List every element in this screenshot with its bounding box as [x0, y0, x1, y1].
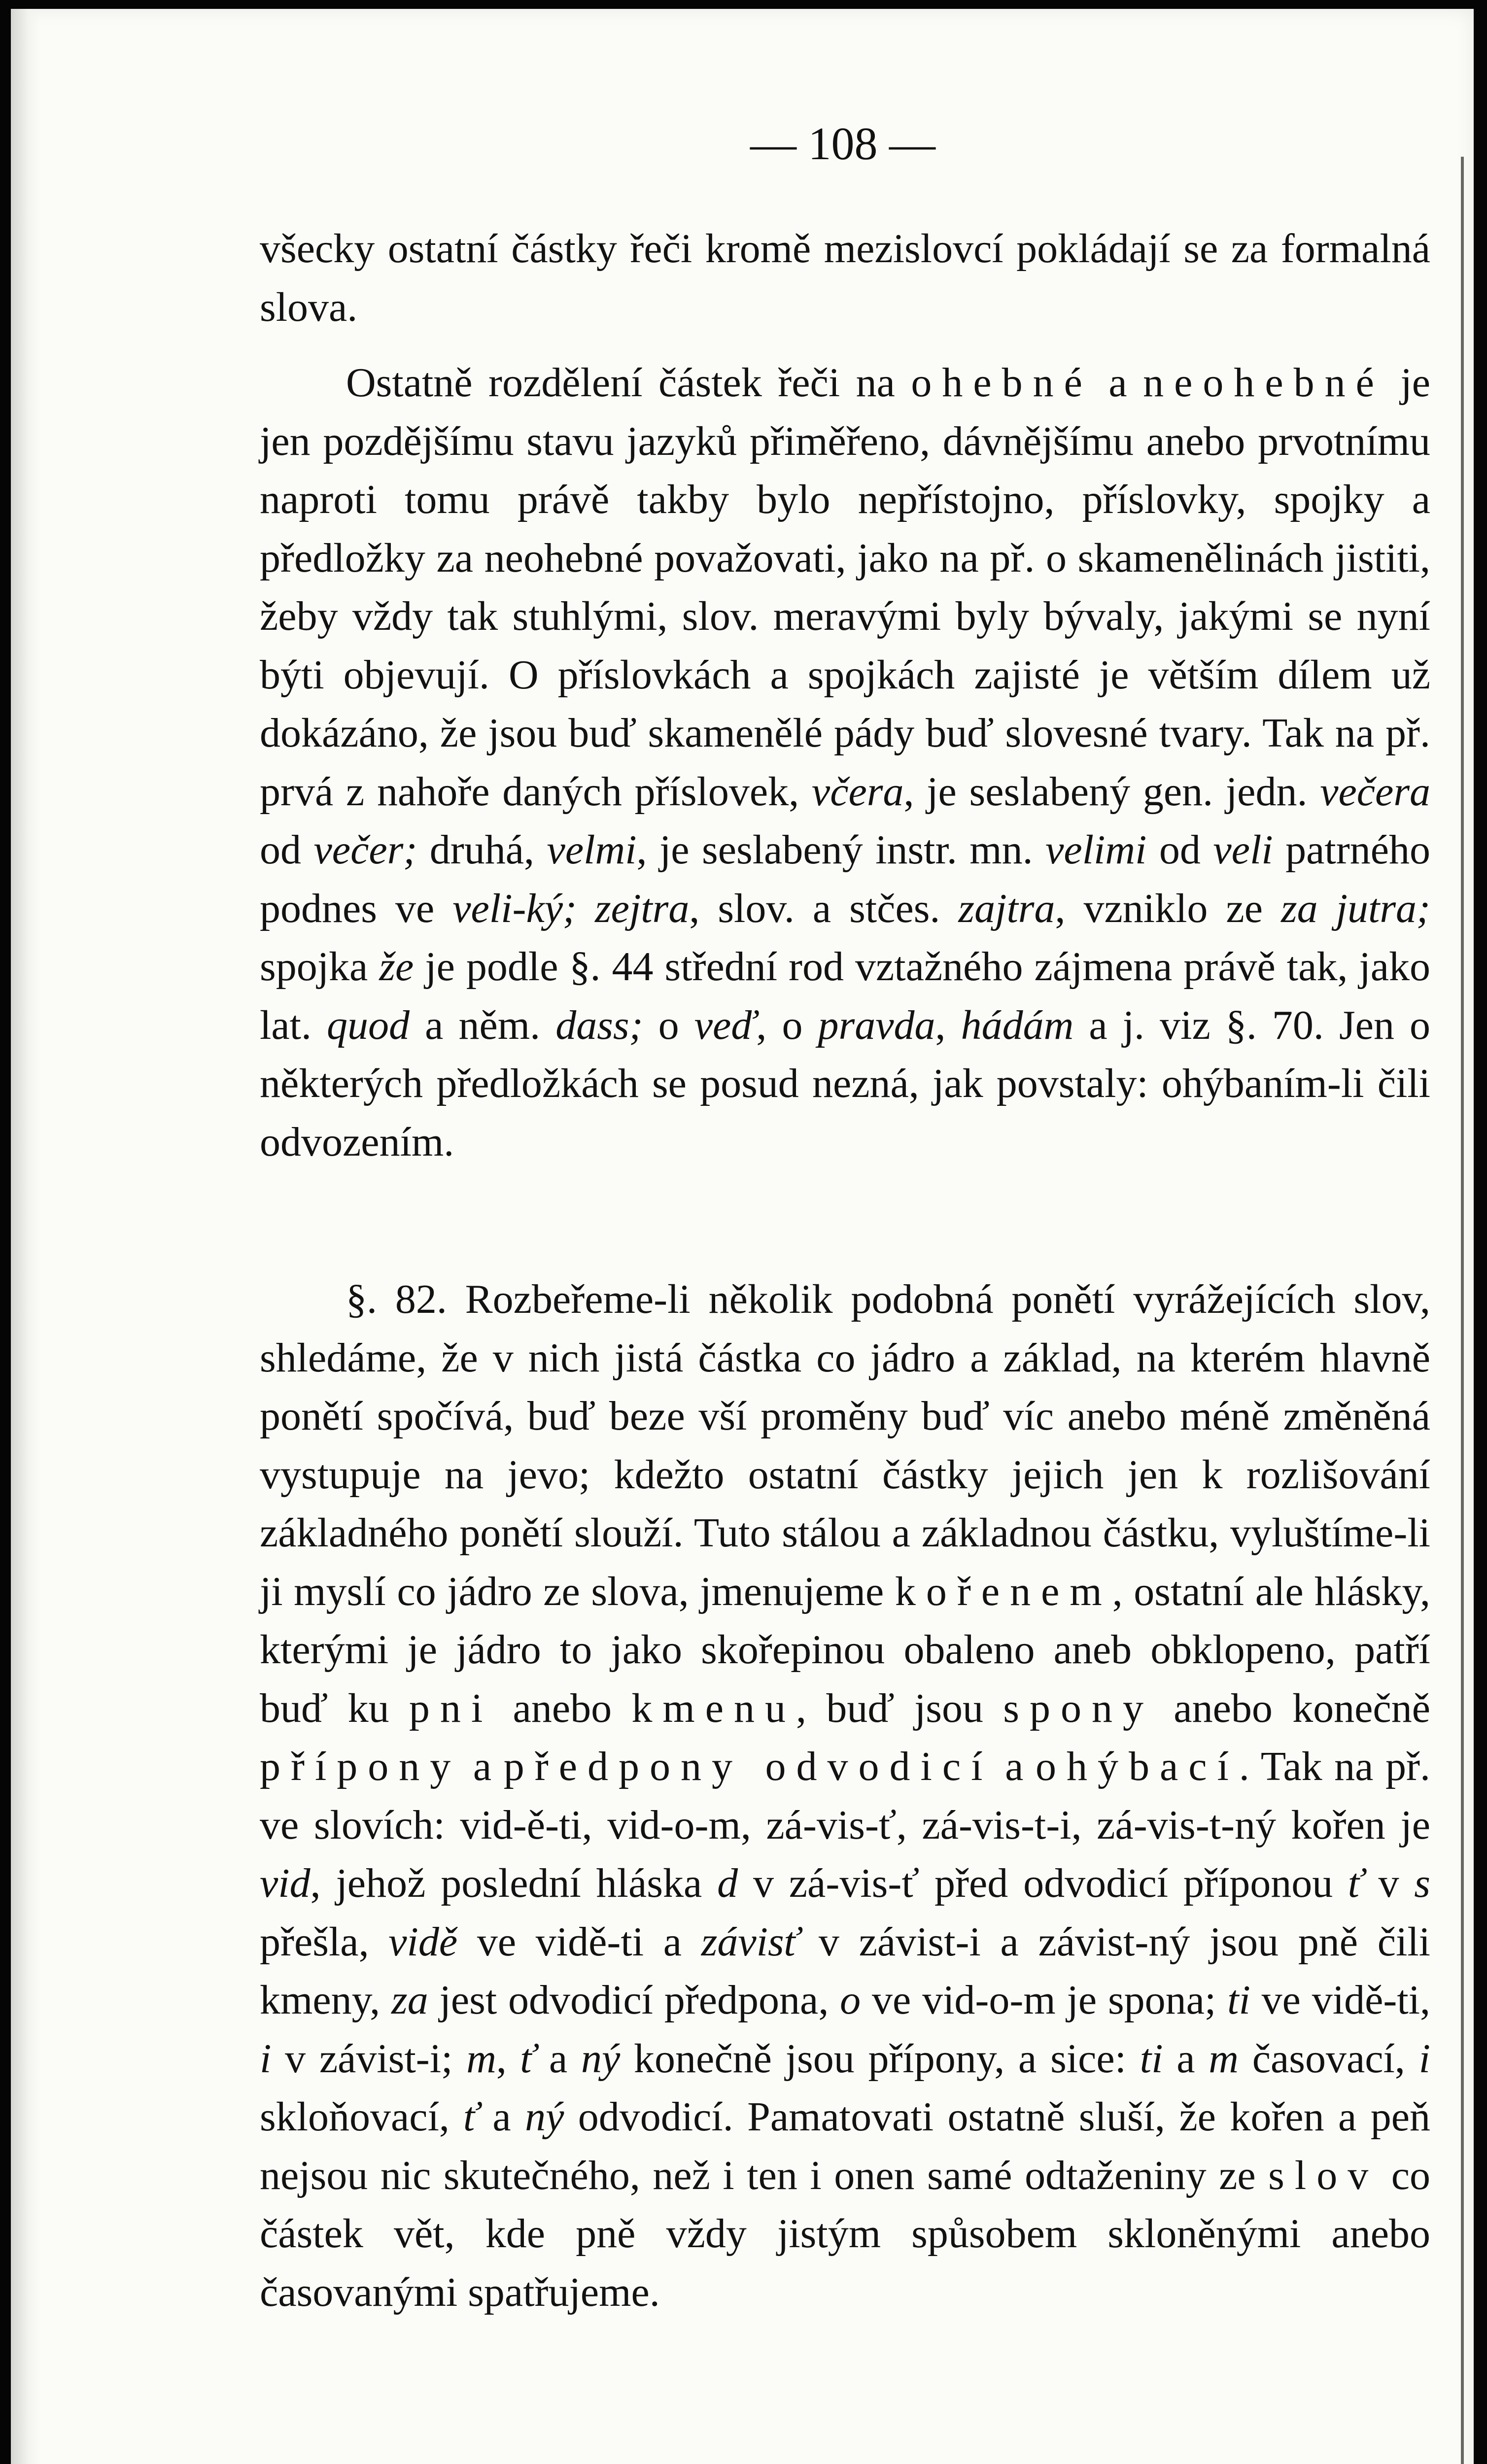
text-run: patrného podnes ve	[260, 827, 1430, 931]
text-run: ,	[935, 1002, 961, 1048]
text-run: v	[1363, 1860, 1415, 1906]
text-run: anebo	[493, 1685, 632, 1731]
italic-term: ť	[1348, 1860, 1363, 1906]
text-run: jest odvodicí předpona,	[428, 1977, 840, 2023]
text-run: . Tak na př. ve slovích: vid-ě-ti, vid-o-m, zá-vis-ť, zá-vis-t-i, zá-vis-t-ný kořen je	[260, 1744, 1430, 1848]
spaced-term: pni	[409, 1685, 493, 1731]
italic-term: ný	[581, 2035, 621, 2082]
italic-term: ti	[1227, 1977, 1250, 2023]
italic-term: dass;	[555, 1002, 643, 1048]
italic-term: vid	[260, 1860, 311, 1906]
italic-term: večera	[1320, 768, 1431, 815]
text-run: druhá,	[417, 827, 547, 873]
text-run: je podle §. 44 střední rod vztažného zájmena právě tak, jako lat.	[260, 944, 1430, 1048]
spaced-term: ohebné	[911, 360, 1093, 406]
italic-term: s	[1414, 1860, 1430, 1906]
text-run: a	[1092, 360, 1143, 406]
spaced-term: neohebné	[1143, 360, 1384, 406]
italic-term: veli-ký; zejtra	[452, 885, 690, 931]
text-run: anebo konečně	[1153, 1685, 1430, 1731]
italic-term: večer;	[313, 827, 417, 873]
italic-term: za	[391, 1977, 428, 2023]
italic-term: včera	[811, 768, 904, 815]
spaced-term: kmenu	[631, 1685, 796, 1731]
text-run: o	[643, 1002, 694, 1048]
book-page	[11, 9, 1474, 2464]
text-run: ,	[496, 2035, 520, 2082]
italic-term: veď	[694, 1002, 757, 1048]
text-run: konečně jsou přípony, a sice:	[620, 2035, 1140, 2082]
spaced-term: spony	[1003, 1685, 1154, 1731]
paragraph	[260, 220, 1430, 337]
text-run: a	[993, 1744, 1036, 1789]
text-run: , vzniklo ze	[1055, 885, 1281, 931]
text-run: , ostatní ale hlásky, kterými je jádro to jako skořepinou obaleno aneb obklopeno, patří buď ku	[260, 1568, 1431, 1731]
text-run: co částek vět, kde pně vždy jistým spůsobem skloněnými anebo časovanými spatřujeme.	[260, 2152, 1430, 2315]
text-run: a	[461, 1744, 504, 1789]
italic-term: velmi	[547, 827, 637, 873]
italic-term: ný	[525, 2094, 564, 2140]
text-run: v zá-vis-ť před odvodicí příponou	[738, 1860, 1349, 1906]
spaced-term: přípony	[260, 1744, 461, 1789]
italic-term: za jutra;	[1280, 885, 1431, 931]
italic-term: i	[260, 2035, 272, 2082]
text-run: přešla,	[260, 1918, 389, 1965]
italic-term: o	[840, 1977, 861, 2023]
text-run: v závist-i a závist-ný jsou pně čili kmeny,	[260, 1918, 1430, 2023]
italic-term: hádám	[961, 1002, 1074, 1048]
text-run: a	[535, 2035, 581, 2082]
text-run: ve vid-o-m je spona;	[861, 1977, 1228, 2023]
italic-term: veli	[1213, 827, 1273, 873]
italic-term: vidě	[388, 1918, 458, 1965]
italic-term: quod	[327, 1002, 410, 1048]
italic-term: ť	[520, 2035, 536, 2082]
text-run: skloňovací,	[260, 2094, 464, 2140]
text-run: odvodicí. Pamatovati ostatně sluší, že kořen a peň nejsou nic skutečného, než i ten i onen samé odtaženiny ze	[260, 2094, 1430, 2198]
italic-term: m	[1209, 2035, 1239, 2082]
italic-term: d	[717, 1860, 738, 1906]
text-run: , je seslabený gen. jedn.	[903, 768, 1320, 815]
text-run: a	[478, 2094, 525, 2140]
text-run: a j. viz §. 70. Jen o některých předložkách se posud nezná, jak povstaly: ohýbaním-li čili odvozením.	[260, 1002, 1431, 1165]
spaced-term: kořenem	[895, 1568, 1112, 1614]
text-run: ve vidě-ti,	[1250, 1977, 1430, 2023]
paragraph	[260, 1270, 1430, 2322]
spaced-term: předpony odvodicí	[503, 1744, 993, 1789]
text-run: , buď jsou	[796, 1685, 1003, 1731]
italic-term: ť	[463, 2094, 479, 2140]
text-run: , o	[756, 1002, 818, 1048]
paragraph	[260, 354, 1430, 1171]
italic-term: zajtra	[958, 885, 1055, 931]
italic-term: pravda	[818, 1002, 935, 1048]
italic-term: m	[466, 2035, 496, 2082]
text-run: časovací,	[1238, 2035, 1419, 2082]
text-run: Ostatně rozdělení částek řeči na	[346, 360, 911, 406]
text-run: od	[260, 827, 314, 873]
italic-term: i	[1418, 2035, 1430, 2082]
italic-term: ti	[1140, 2035, 1163, 2082]
text-run: , jehož poslední hláska	[310, 1860, 718, 1906]
text-run: a něm.	[410, 1002, 556, 1048]
text-run: , slov. a stčes.	[689, 885, 959, 931]
italic-term: velimi	[1045, 827, 1147, 873]
text-run: ve vidě-ti a	[457, 1918, 701, 1965]
italic-term: závisť	[701, 1918, 799, 1965]
text-run: , je seslabený instr. mn.	[636, 827, 1046, 873]
spaced-term: ohýbací	[1035, 1744, 1239, 1789]
page-edge-rule	[1461, 157, 1464, 2464]
text-run: je jen pozdějšímu stavu jazyků přiměřeno, dávnějšímu anebo prvotnímu naproti tomu právě takby bylo nepřístojno, příslovky, spojky a předložky za neohebné považovati, jako na př. o skamenělinách jistiti, žeby vždy tak stuhlými, slov. meravými byly bývaly, jakými se nyní býti objevují. O příslovkách a spojkách zajisté je větším dílem už dokázáno, že jsou buď skamenělé pády buď slovesné tvary. Tak na př. prvá z nahoře daných příslovek,	[260, 360, 1430, 815]
text-run: a	[1163, 2035, 1209, 2082]
page-binding-shadow	[11, 9, 40, 2464]
text-run: v závist-i;	[271, 2035, 467, 2082]
spaced-term: slov	[1268, 2152, 1379, 2198]
italic-term: že	[379, 944, 414, 990]
page-number: — 108 —	[750, 118, 935, 170]
text-run: §. 82. Rozbeřeme-li několik podobná ponětí vyrážejících slov, shledáme, že v nich jistá částka co jádro a základ, na kterém hlavně ponětí spočívá, buď beze vší proměny buď víc anebo méně změněná vystupuje na jevo; kdežto ostatní částky jejich jen k rozlišování základného ponětí slouží. Tuto stálou a základnou částku, vyluštíme-li ji myslí co jádro ze slova, jmenujeme	[260, 1276, 1430, 1614]
text-run: od	[1146, 827, 1213, 873]
text-run: spojka	[260, 944, 380, 990]
text-run: všecky ostatní částky řeči kromě mezislovcí pokládají se za formalná slova.	[260, 226, 1430, 330]
